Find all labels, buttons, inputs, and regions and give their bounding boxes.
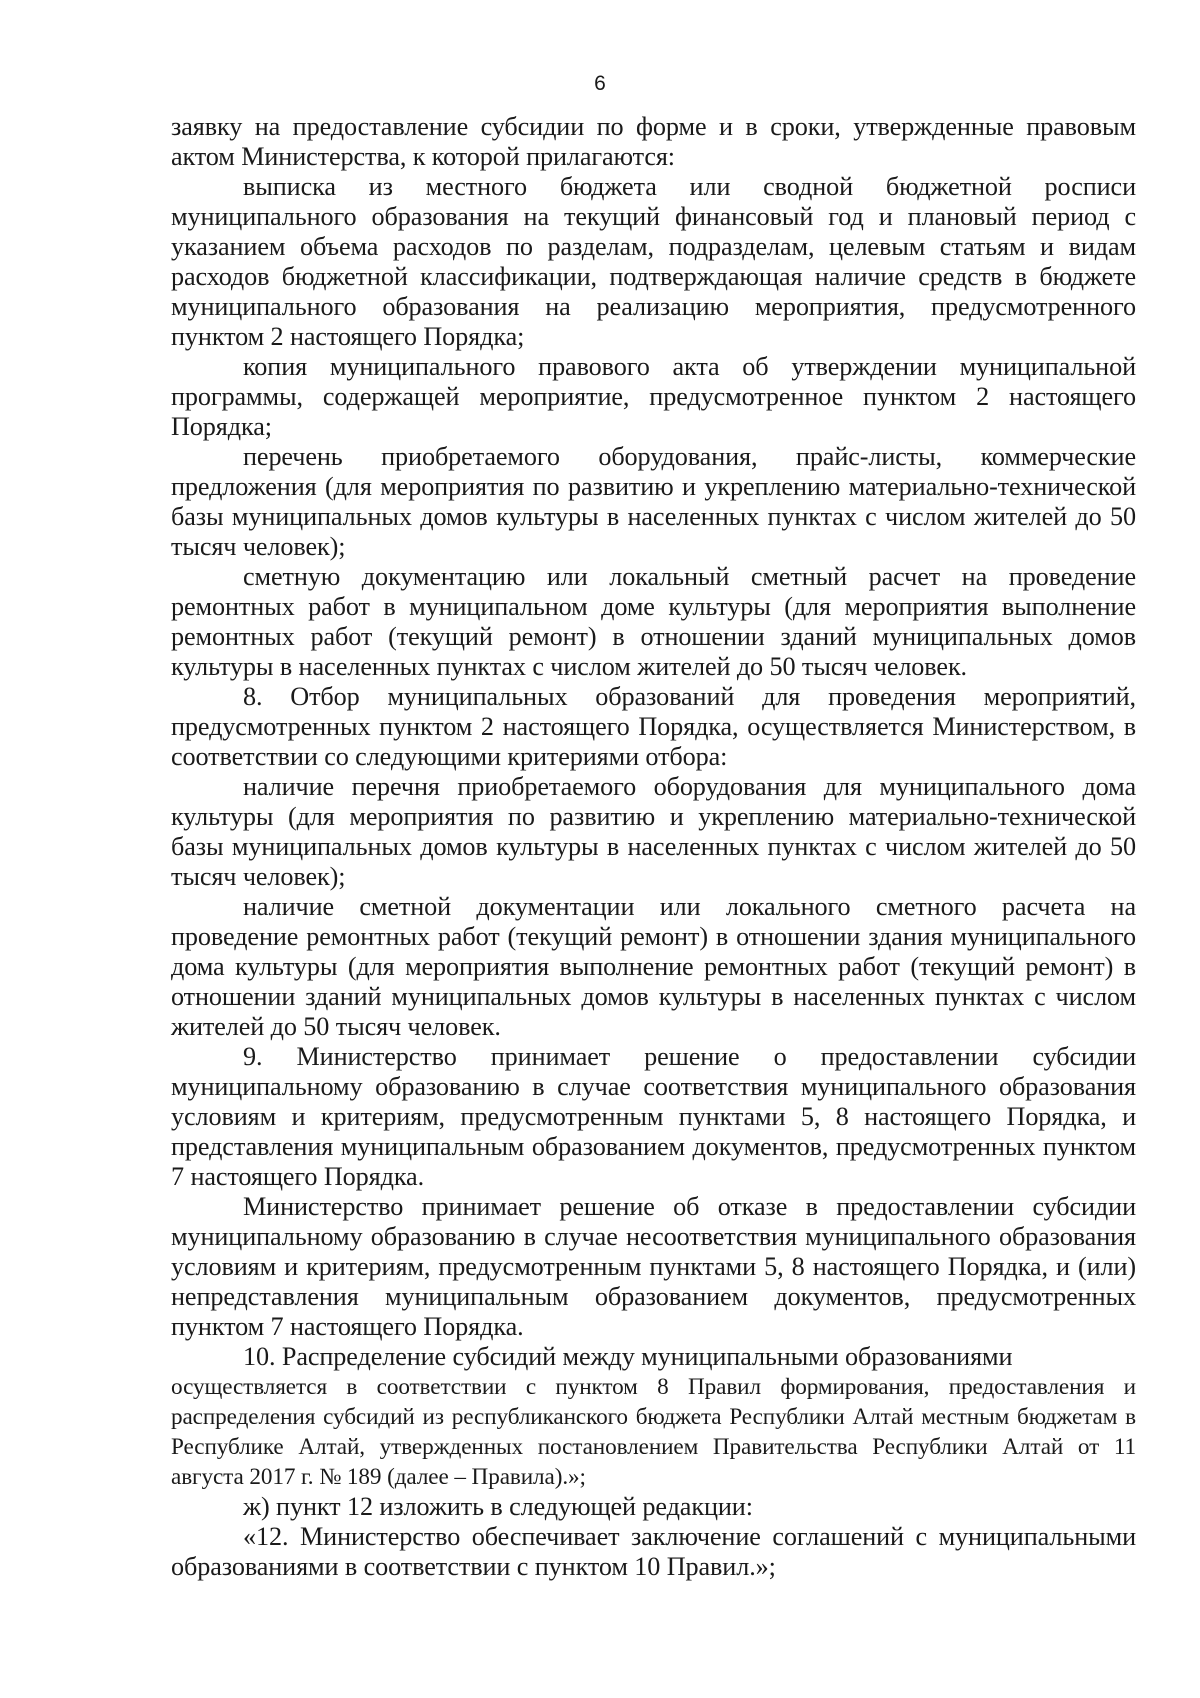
document-body <box>171 112 1136 1582</box>
paragraph-equipment-list: перечень приобретаемого оборудования, прайс-листы, коммерческие предложения (для мероприятия по развитию и укреплению материально-технической базы муниципальных домов культуры в населенных пунктах с числом жителей до 50 тысяч человек); <box>171 442 1136 561</box>
paragraph-program-copy: копия муниципального правового акта об утверждении муниципальной программы, содержащей мероприятие, предусмотренное пунктом 2 настоящего Порядка; <box>171 352 1136 441</box>
paragraph-item-10: 10. Распределение субсидий между муниципальными образованиями <box>243 1342 1013 1371</box>
paragraph-item-9: 9. Министерство принимает решение о предоставлении субсидии муниципальному образованию в случае соответствия муниципального образования условиям и критериям, предусмотренным пунктами 5, 8 настоящего Порядка, и представления муниципальным образованием документов, предусмотренных пунктом 7 настоящего Порядка. <box>171 1042 1136 1191</box>
paragraph-subitem-zh: ж) пункт 12 изложить в следующей редакции: <box>243 1492 753 1521</box>
paragraph-application: заявку на предоставление субсидии по форме и в сроки, утвержденные правовым актом Министерства, к которой прилагаются: <box>171 112 1136 171</box>
paragraph-item-10-continuation: осуществляется в соответствии с пунктом 8 Правил формирования, предоставления и распределения субсидий из республиканского бюджета Республики Алтай местным бюджетам в Республике Алтай, утвержденных постановлением Правительства Республики Алтай от 11 августа 2017 г. № 189 (далее – Правила).»; <box>171 1374 1136 1490</box>
paragraph-refusal: Министерство принимает решение об отказе в предоставлении субсидии муниципальному образованию в случае несоответствия муниципального образования условиям и критериям, предусмотренным пунктами 5, 8 настоящего Порядка, и (или) непредставления муниципальным образованием документов, предусмотренных пунктом 7 настоящего Порядка. <box>171 1192 1136 1341</box>
paragraph-criterion-equipment: наличие перечня приобретаемого оборудования для муниципального дома культуры (для мероприятия по развитию и укреплению материально-технической базы муниципальных домов культуры в населенных пунктах с числом жителей до 50 тысяч человек); <box>171 772 1136 891</box>
paragraph-item-12: «12. Министерство обеспечивает заключение соглашений с муниципальными образованиями в соответствии с пунктом 10 Правил.»; <box>171 1522 1136 1581</box>
paragraph-budget-extract: выписка из местного бюджета или сводной бюджетной росписи муниципального образования на текущий финансовый год и плановый период с указанием объема расходов по разделам, подразделам, целевым статьям и видам расходов бюджетной классификации, подтверждающая наличие средств в бюджете муниципального образования на реализацию мероприятия, предусмотренного пунктом 2 настоящего Порядка; <box>171 172 1136 351</box>
paragraph-item-8: 8. Отбор муниципальных образований для проведения мероприятий, предусмотренных пунктом 2 настоящего Порядка, осуществляется Министерством, в соответствии со следующими критериями отбора: <box>171 682 1136 771</box>
paragraph-estimate-docs: сметную документацию или локальный сметный расчет на проведение ремонтных работ в муниципальном доме культуры (для мероприятия выполнение ремонтных работ (текущий ремонт) в отношении зданий муниципальных домов культуры в населенных пунктах с числом жителей до 50 тысяч человек. <box>171 562 1136 681</box>
paragraph-criterion-estimate: наличие сметной документации или локального сметного расчета на проведение ремонтных работ (текущий ремонт) в отношении здания муниципального дома культуры (для мероприятия выполнение ремонтных работ (текущий ремонт) в отношении зданий муниципальных домов культуры в населенных пунктах с числом жителей до 50 тысяч человек. <box>171 892 1136 1041</box>
page-number: 6 <box>594 72 606 95</box>
